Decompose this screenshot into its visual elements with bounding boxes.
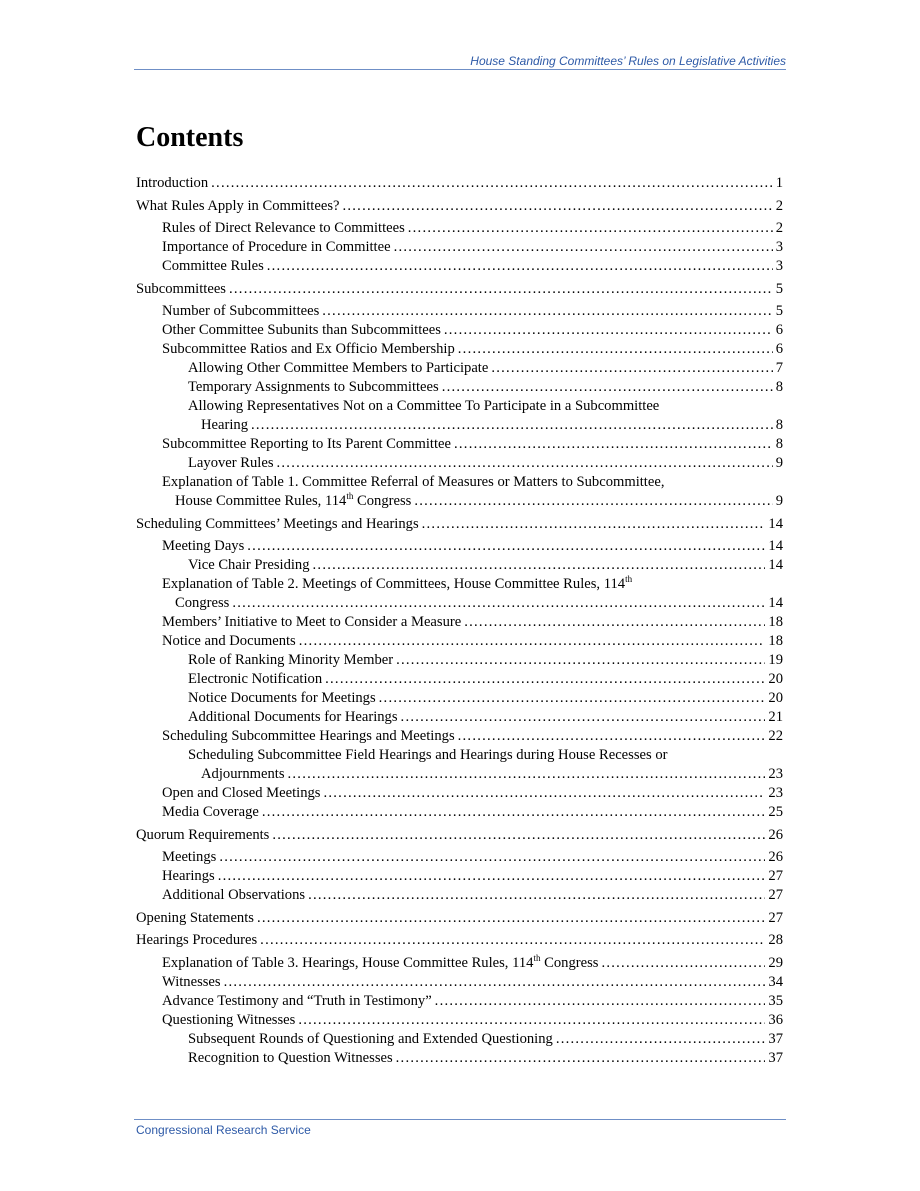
toc-entry-text: Adjournments: [201, 766, 285, 782]
toc-entry-electronic-notification[interactable]: [136, 670, 783, 689]
toc-entry-allowing-representatives[interactable]: [136, 397, 783, 435]
toc-entry-witnesses[interactable]: [136, 973, 783, 992]
table-of-contents: [136, 174, 783, 1068]
toc-page-number: 14: [768, 515, 783, 532]
toc-entry-introduction[interactable]: [136, 174, 783, 193]
toc-entry-questioning-witnesses[interactable]: [136, 1011, 783, 1030]
dot-leader: [322, 302, 772, 321]
toc-entry-text: Witnesses: [162, 973, 221, 990]
dot-leader: [325, 670, 765, 689]
toc-entry-scheduling-subcommittee-hearings[interactable]: [136, 727, 783, 746]
toc-entry-recognition-to-question[interactable]: [136, 1049, 783, 1068]
toc-page-number: 26: [768, 826, 783, 843]
dot-leader: [408, 219, 773, 238]
running-header: House Standing Committees’ Rules on Legislative Activities: [470, 54, 786, 68]
dot-leader: [247, 537, 765, 556]
toc-entry-text: Subcommittee Ratios and Ex Officio Membership: [162, 341, 455, 357]
toc-entry-media-coverage[interactable]: [136, 803, 783, 822]
toc-page-number: 8: [775, 436, 783, 452]
toc-entry-temporary-assignments[interactable]: [136, 378, 783, 397]
toc-page-number: 14: [768, 538, 783, 554]
toc-entry-text: Scheduling Committees’ Meetings and Hearings: [136, 515, 419, 532]
dot-leader: [260, 931, 765, 950]
dot-leader: [379, 689, 766, 708]
toc-entry-layover-rules[interactable]: [136, 454, 783, 473]
toc-page-number: 6: [775, 322, 783, 338]
header-rule: [134, 69, 786, 70]
dot-leader: [219, 848, 765, 867]
dot-leader: [308, 886, 765, 905]
toc-entry-text: Importance of Procedure in Committee: [162, 239, 391, 255]
toc-entry-text: Congress: [175, 595, 230, 611]
toc-entry-text: Additional Documents for Hearings: [188, 709, 398, 725]
toc-entry-text: Rules of Direct Relevance to Committees: [162, 220, 405, 236]
dot-leader: [342, 197, 772, 216]
toc-entry-quorum-hearings[interactable]: [136, 867, 783, 886]
toc-entry-text: Introduction: [136, 175, 209, 191]
dot-leader: [458, 340, 773, 359]
dot-leader: [218, 867, 766, 886]
toc-entry-subsequent-rounds[interactable]: [136, 1030, 783, 1049]
toc-page-number: 27: [768, 868, 783, 884]
toc-entry-what-rules-apply[interactable]: [136, 197, 783, 216]
toc-page-number: 19: [768, 652, 783, 668]
toc-entry-explanation-table-2[interactable]: [136, 575, 783, 613]
toc-entry-field-hearings[interactable]: [136, 746, 783, 784]
toc-entry-text: Questioning Witnesses: [162, 1011, 296, 1028]
toc-page-number: 37: [768, 1049, 783, 1066]
dot-leader: [401, 708, 766, 727]
toc-entry-explanation-table-3[interactable]: [136, 954, 783, 973]
toc-entry-additional-documents-hearings[interactable]: [136, 708, 783, 727]
toc-entry-vice-chair[interactable]: [136, 556, 783, 575]
dot-leader: [211, 174, 773, 193]
toc-entry-notice-and-documents[interactable]: [136, 632, 783, 651]
dot-leader: [458, 727, 766, 746]
toc-page-number: 18: [768, 633, 783, 649]
dot-leader: [313, 556, 766, 575]
footer-publisher: Congressional Research Service: [136, 1123, 311, 1137]
dot-leader: [396, 1049, 766, 1068]
toc-entry-text: Recognition to Question Witnesses: [188, 1049, 393, 1066]
toc-entry-notice-documents-meetings[interactable]: [136, 689, 783, 708]
toc-page-number: 2: [775, 220, 783, 236]
toc-entry-importance-of-procedure[interactable]: [136, 238, 783, 257]
toc-page-number: 14: [768, 595, 783, 611]
toc-entry-text: Committee Rules: [162, 258, 264, 274]
toc-entry-text: Notice and Documents: [162, 633, 296, 649]
footer-rule: [134, 1119, 786, 1120]
toc-entry-text-pre: Explanation of Table 3. Hearings, House Committee Rules, 114: [162, 954, 534, 971]
dot-leader: [298, 1011, 765, 1030]
toc-entry-text: Other Committee Subunits than Subcommittees: [162, 322, 441, 338]
ordinal-suffix: th: [625, 574, 633, 585]
toc-entry-text: [162, 954, 598, 973]
toc-page-number: 20: [768, 671, 783, 687]
toc-page-number: 7: [775, 360, 783, 376]
toc-page-number: 27: [768, 887, 783, 903]
toc-page-number: 34: [768, 973, 783, 990]
dot-leader: [323, 784, 765, 803]
toc-entry-rules-direct-relevance[interactable]: [136, 219, 783, 238]
toc-entry-text: Subcommittee Reporting to Its Parent Committee: [162, 436, 451, 452]
dot-leader: [435, 992, 766, 1011]
toc-entry-text-pre: House Committee Rules, 114: [175, 493, 347, 509]
toc-entry-subcommittees[interactable]: [136, 280, 783, 299]
toc-page-number: 8: [775, 417, 783, 433]
toc-entry-text: Additional Observations: [162, 887, 306, 903]
toc-page-number: 28: [768, 932, 783, 948]
toc-entry-other-committee-subunits[interactable]: [136, 321, 783, 340]
dot-leader: [396, 651, 765, 670]
toc-entry-text-pre: Explanation of Table 2. Meetings of Committees, House Committee Rules, 114: [162, 576, 626, 592]
toc-page-number: 3: [775, 239, 783, 255]
toc-entry-meeting-days[interactable]: [136, 537, 783, 556]
toc-page-number: 1: [775, 175, 783, 191]
toc-page-number: 22: [768, 728, 783, 744]
toc-entry-open-closed-meetings[interactable]: [136, 784, 783, 803]
dot-leader: [224, 973, 766, 992]
dot-leader: [257, 909, 765, 928]
toc-entry-subcommittee-reporting[interactable]: [136, 435, 783, 454]
toc-entry-text: Quorum Requirements: [136, 826, 270, 843]
toc-entry-text: Electronic Notification: [188, 671, 323, 687]
toc-entry-text-line1: [162, 575, 783, 594]
dot-leader: [601, 954, 765, 973]
toc-entry-text: Vice Chair Presiding: [188, 557, 310, 573]
dot-leader: [272, 826, 765, 845]
toc-page-number: 20: [768, 690, 783, 706]
toc-entry-text-line1: Scheduling Subcommittee Field Hearings and Hearings during House Recesses or: [188, 747, 668, 763]
ordinal-suffix: th: [346, 491, 354, 502]
toc-page-number: 37: [768, 1030, 783, 1047]
toc-page-number: 3: [775, 258, 783, 274]
contents-title: Contents: [136, 122, 244, 153]
toc-entry-text: Scheduling Subcommittee Hearings and Meetings: [162, 728, 455, 744]
toc-entry-text: Media Coverage: [162, 804, 259, 820]
toc-entry-text: Members’ Initiative to Meet to Consider a Measure: [162, 614, 462, 630]
toc-entry-text: Allowing Other Committee Members to Participate: [188, 360, 489, 376]
toc-entry-members-initiative[interactable]: [136, 613, 783, 632]
toc-entry-opening-statements[interactable]: [136, 909, 783, 928]
toc-entry-subcommittee-ratios[interactable]: [136, 340, 783, 359]
dot-leader: [262, 803, 766, 822]
dot-leader: [491, 359, 772, 378]
toc-entry-text-post: Congress: [353, 493, 412, 509]
dot-leader: [251, 416, 773, 435]
toc-entry-text: Subcommittees: [136, 280, 226, 297]
toc-entry-text: Opening Statements: [136, 909, 254, 926]
dot-leader: [277, 454, 773, 473]
toc-entry-text: Subsequent Rounds of Questioning and Extended Questioning: [188, 1030, 553, 1047]
toc-page-number: 35: [768, 992, 783, 1009]
dot-leader: [442, 378, 773, 397]
toc-page-number: 23: [768, 766, 783, 782]
toc-entry-additional-observations[interactable]: [136, 886, 783, 905]
dot-leader: [414, 492, 772, 511]
toc-entry-text-line1: Explanation of Table 1. Committee Referral of Measures or Matters to Subcommittee,: [162, 474, 665, 490]
dot-leader: [288, 765, 766, 784]
dot-leader: [556, 1030, 766, 1049]
toc-entry-quorum-requirements[interactable]: [136, 826, 783, 845]
toc-page-number: 25: [768, 804, 783, 820]
toc-entry-text: What Rules Apply in Committees?: [136, 197, 340, 214]
toc-entry-text-line1: Allowing Representatives Not on a Committee To Participate in a Subcommittee: [188, 398, 660, 414]
dot-leader: [444, 321, 773, 340]
toc-page-number: 27: [768, 909, 783, 926]
toc-entry-text: Temporary Assignments to Subcommittees: [188, 379, 439, 395]
toc-entry-text: Hearing: [201, 417, 249, 433]
toc-entry-text: Notice Documents for Meetings: [188, 690, 376, 706]
toc-entry-text-post: Congress: [540, 954, 599, 971]
toc-page-number: 36: [768, 1011, 783, 1028]
dot-leader: [229, 280, 773, 299]
toc-entry-text: Advance Testimony and “Truth in Testimony”: [162, 992, 432, 1009]
toc-entry-allowing-other-members[interactable]: [136, 359, 783, 378]
toc-entry-advance-testimony[interactable]: [136, 992, 783, 1011]
toc-entry-text: Hearings: [162, 868, 215, 884]
toc-entry-text: [175, 492, 411, 511]
toc-page-number: 5: [775, 280, 783, 297]
ordinal-suffix: th: [533, 952, 541, 963]
dot-leader: [232, 594, 765, 613]
toc-entry-text: Role of Ranking Minority Member: [188, 652, 394, 668]
toc-entry-text: Open and Closed Meetings: [162, 785, 321, 801]
toc-page-number: 18: [768, 614, 783, 630]
toc-entry-text: Meeting Days: [162, 538, 245, 554]
toc-entry-quorum-meetings[interactable]: [136, 848, 783, 867]
toc-page-number: 5: [775, 303, 783, 319]
toc-entry-hearings-procedures[interactable]: [136, 931, 783, 950]
dot-leader: [394, 238, 773, 257]
toc-entry-number-of-subcommittees[interactable]: [136, 302, 783, 321]
toc-entry-scheduling-meetings[interactable]: [136, 515, 783, 534]
toc-page-number: 21: [768, 709, 783, 725]
toc-entry-ranking-minority-member[interactable]: [136, 651, 783, 670]
toc-page-number: 29: [768, 954, 783, 971]
dot-leader: [464, 613, 765, 632]
dot-leader: [454, 435, 773, 454]
toc-page-number: 8: [775, 379, 783, 395]
toc-entry-text: Hearings Procedures: [136, 932, 258, 948]
toc-entry-explanation-table-1[interactable]: [136, 473, 783, 511]
toc-page-number: 9: [775, 455, 783, 471]
dot-leader: [299, 632, 766, 651]
toc-entry-text: Layover Rules: [188, 455, 274, 471]
dot-leader: [422, 515, 766, 534]
toc-entry-text: Number of Subcommittees: [162, 303, 320, 319]
toc-page-number: 6: [775, 341, 783, 357]
toc-page-number: 14: [768, 557, 783, 573]
dot-leader: [267, 257, 773, 276]
toc-entry-text: Meetings: [162, 849, 217, 865]
toc-page-number: 23: [768, 785, 783, 801]
toc-page-number: 9: [775, 493, 783, 509]
toc-page-number: 2: [775, 197, 783, 214]
toc-page-number: 26: [768, 849, 783, 865]
toc-entry-committee-rules[interactable]: [136, 257, 783, 276]
